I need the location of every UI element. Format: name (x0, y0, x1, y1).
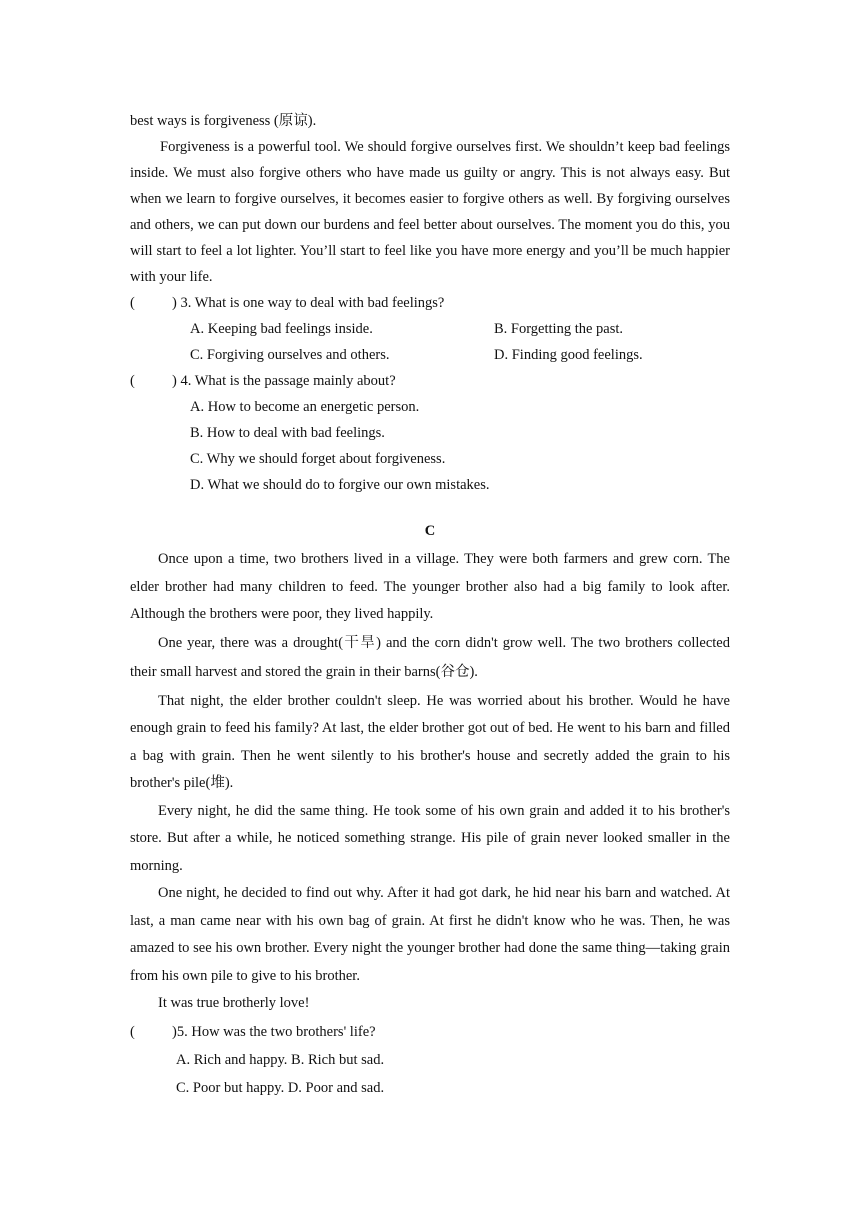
question-3-options-row-1 (130, 316, 730, 342)
option-c: C. Why we should forget about forgiveness. (190, 451, 446, 467)
passage-c-paragraph-6: It was true brotherly love! (158, 995, 310, 1011)
option-d: D. Finding good feelings. (494, 347, 643, 363)
answer-paren-close: ) (172, 373, 177, 389)
answer-paren-close: ) (172, 295, 177, 311)
option-row-1: A. Rich and happy. B. Rich but sad. (176, 1051, 385, 1068)
answer-blank[interactable] (130, 368, 172, 394)
option-b: B. Forgetting the past. (494, 321, 624, 337)
answer-paren-open: ( (130, 1023, 135, 1040)
section-title-c: C (424, 523, 436, 539)
passage-c-paragraph-2: One year, there was a drought(干旱) and the corn didn't grow well. The two brothers collected their small harvest and stored the grain in their barns(谷仓). (130, 634, 730, 680)
question-text: 4. What is the passage mainly about? (180, 373, 396, 389)
option-row-2: C. Poor but happy. D. Poor and sad. (176, 1079, 385, 1096)
answer-paren-open: ( (130, 373, 135, 389)
question-3 (130, 290, 730, 316)
answer-blank[interactable] (130, 290, 172, 316)
option-a: A. Keeping bad feelings inside. (190, 321, 373, 337)
question-5 (130, 1018, 730, 1046)
passage-b-paragraph: Forgiveness is a powerful tool. We should forgive ourselves first. We shouldn’t keep bad feelings inside. We must also forgive others who have made us guilty or angry. This is not always easy. But when we learn to forgive ourselves, it becomes easier to forgive others as well. By forgiving ourselves and others, we can put down our burdens and feel better about ourselves. The moment you do this, you will start to feel a lot lighter. You’ll start to feel like you have more energy and you’ll be much happier with your life. (130, 139, 730, 285)
passage-c-paragraph-1: Once upon a time, two brothers lived in a village. They were both farmers and grew corn. The elder brother had many children to feed. The younger brother also had a big family to look after. Although the brothers were poor, they lived happily. (130, 551, 730, 622)
option-a: A. How to become an energetic person. (190, 399, 420, 415)
option-b: B. How to deal with bad feelings. (190, 425, 385, 441)
answer-paren-close: ) (172, 1023, 177, 1040)
document-page (130, 108, 730, 1102)
question-3-options-row-2 (130, 342, 730, 368)
answer-blank[interactable] (130, 1018, 172, 1046)
option-c: C. Forgiving ourselves and others. (190, 347, 390, 363)
option-d: D. What we should do to forgive our own mistakes. (190, 477, 490, 493)
answer-paren-open: ( (130, 295, 135, 311)
question-text: 3. What is one way to deal with bad feelings? (180, 295, 445, 311)
question-text: 5. How was the two brothers' life? (176, 1023, 376, 1040)
passage-c-paragraph-3: That night, the elder brother couldn't sleep. He was worried about his brother. Would he have enough grain to feed his family? At last, the elder brother got out of bed. He went to his barn and filled a bag with grain. Then he went silently to his brother's house and secretly added the grain to his brother's pile(堆). (130, 692, 730, 791)
question-4 (130, 368, 730, 394)
passage-b-intro-line: best ways is forgiveness (原谅). (130, 113, 317, 129)
passage-c-paragraph-5: One night, he decided to find out why. After it had got dark, he hid near his barn and watched. At last, a man came near with his own bag of grain. At first he didn't know who he was. Then, he was amazed to see his own brother. Every night the younger brother had done the same thing—taking grain from his own pile to give to his brother. (130, 885, 730, 984)
passage-c-paragraph-4: Every night, he did the same thing. He took some of his own grain and added it to his brother's store. But after a while, he noticed something strange. His pile of grain never looked smaller in the morning. (130, 802, 730, 874)
